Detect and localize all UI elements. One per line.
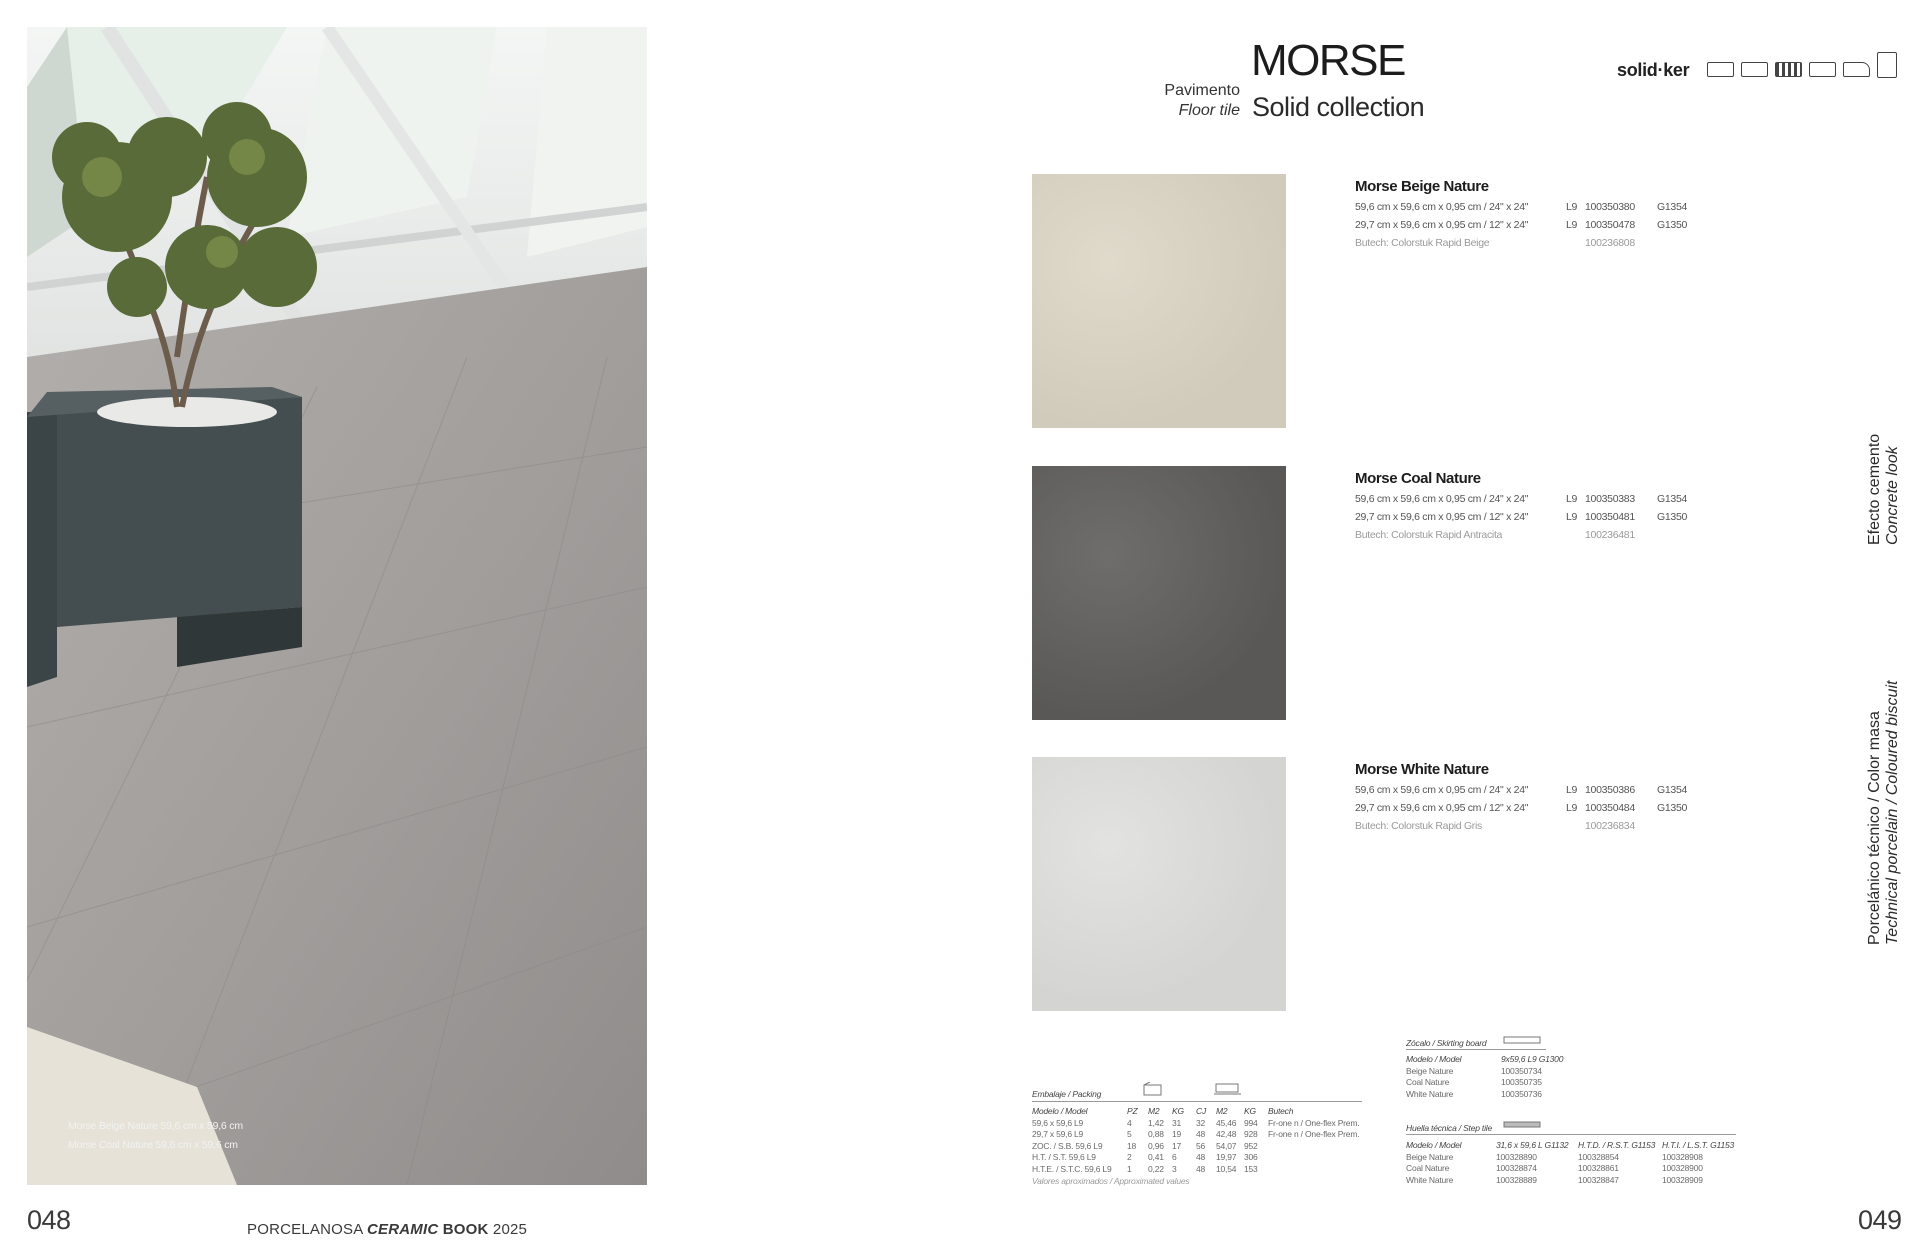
side-text-porcelain xyxy=(1866,681,1902,945)
footer-year: 2025 xyxy=(492,1221,528,1238)
table-cell: 18 xyxy=(1127,1140,1137,1151)
spec-size: 29,7 cm x 59,6 cm x 0,95 cm / 12" x 24" xyxy=(1355,802,1529,814)
table-cell: 100328900 xyxy=(1662,1163,1703,1173)
collection-subtitle: Solid collection xyxy=(1252,92,1425,122)
table-cell: Beige Nature xyxy=(1406,1065,1454,1076)
spec-size: 29,7 cm x 59,6 cm x 0,95 cm / 12" x 24" xyxy=(1355,219,1529,231)
side-text-concrete xyxy=(1866,434,1902,545)
table-header-cell: Butech xyxy=(1268,1106,1294,1116)
spec-l: L9 xyxy=(1566,511,1578,523)
table-cell: 6 xyxy=(1172,1152,1177,1162)
spec-code: 100350380 xyxy=(1585,201,1635,213)
table-header-cell: 9x59,6 L9 G1300 xyxy=(1501,1054,1564,1064)
table-cell: Fr-one n / One-flex Prem. xyxy=(1268,1117,1360,1128)
butech-code: 100236834 xyxy=(1585,820,1635,832)
spec-size: 59,6 cm x 59,6 cm x 0,95 cm / 24" x 24" xyxy=(1355,493,1529,505)
table-cell: 1,42 xyxy=(1148,1117,1164,1128)
table-cell: 2 xyxy=(1127,1152,1132,1162)
table-cell: 0,22 xyxy=(1148,1163,1164,1174)
packing-title: Embalaje / Packing xyxy=(1032,1089,1102,1099)
outdoor-icon xyxy=(1843,62,1870,77)
spec-l: L9 xyxy=(1566,201,1578,213)
table-header-cell: Modelo / Model xyxy=(1406,1054,1462,1064)
table-cell: White Nature xyxy=(1406,1088,1454,1099)
table-cell: ZOC. / S.B. 59,6 L9 xyxy=(1032,1140,1103,1151)
spec-g: G1350 xyxy=(1657,219,1688,231)
table-header-cell: KG xyxy=(1172,1106,1184,1116)
table-cell: Fr-one n / One-flex Prem. xyxy=(1268,1129,1360,1139)
footer-brand: PORCELANOSA xyxy=(247,1221,363,1238)
table-header-cell: 31,6 x 59,6 L G1132 xyxy=(1496,1140,1569,1150)
swatch-beige xyxy=(1032,174,1286,428)
table-cell: 3 xyxy=(1172,1163,1177,1174)
table-cell: 100350736 xyxy=(1501,1088,1542,1099)
table-cell: 42,48 xyxy=(1216,1129,1237,1139)
table-cell: 4 xyxy=(1127,1117,1132,1128)
table-header-cell: CJ xyxy=(1196,1106,1206,1116)
interior-photo xyxy=(27,27,647,1185)
table-cell: 100350734 xyxy=(1501,1065,1542,1076)
spec-l: L9 xyxy=(1566,219,1578,231)
product-name-beige: Morse Beige Nature xyxy=(1355,178,1489,195)
table-cell: H.T.E. / S.T.C. 59,6 L9 xyxy=(1032,1163,1112,1174)
page-number-left: 048 xyxy=(27,1205,71,1235)
butech-code: 100236808 xyxy=(1585,237,1635,249)
product-name-white: Morse White Nature xyxy=(1355,761,1489,778)
table-cell: 306 xyxy=(1244,1152,1258,1162)
spec-l: L9 xyxy=(1566,784,1578,796)
table-cell: 32 xyxy=(1196,1117,1206,1128)
skirting-icon xyxy=(1503,1034,1543,1046)
floor-icon xyxy=(1741,62,1768,77)
table-cell: 952 xyxy=(1244,1140,1258,1151)
swatch-coal xyxy=(1032,466,1286,720)
table-cell: 17 xyxy=(1172,1140,1182,1151)
spec-l: L9 xyxy=(1566,802,1578,814)
rectified-icon xyxy=(1707,62,1734,77)
table-header-cell: M2 xyxy=(1216,1106,1228,1116)
table-header-cell: H.T.I. / L.S.T. G1153 xyxy=(1662,1140,1735,1150)
side-text-concrete-es: Efecto cemento xyxy=(1866,433,1883,545)
table-cell: 100328889 xyxy=(1496,1174,1537,1185)
spec-size: 29,7 cm x 59,6 cm x 0,95 cm / 12" x 24" xyxy=(1355,511,1529,523)
table-cell: 59,6 x 59,6 L9 xyxy=(1032,1117,1084,1128)
photo-caption-2: Morse Coal Nature 59,6 cm x 59,6 cm xyxy=(68,1139,238,1151)
table-cell: 48 xyxy=(1196,1152,1206,1162)
table-cell: Coal Nature xyxy=(1406,1077,1450,1087)
spec-code: 100350484 xyxy=(1585,802,1635,814)
spec-size: 59,6 cm x 59,6 cm x 0,95 cm / 24" x 24" xyxy=(1355,201,1529,213)
table-header-cell: M2 xyxy=(1148,1106,1160,1116)
photo-caption-1: Morse Beige Nature 59,6 cm x 59,6 cm xyxy=(68,1120,243,1132)
page-number-right: 049 xyxy=(1858,1205,1902,1235)
table-cell: 100328854 xyxy=(1578,1151,1619,1162)
label-english: Floor tile xyxy=(1178,102,1240,119)
table-cell: 153 xyxy=(1244,1163,1258,1174)
spec-code: 100350386 xyxy=(1585,784,1635,796)
spec-code: 100350481 xyxy=(1585,511,1635,523)
brand-logo: solid·ker xyxy=(1617,60,1690,80)
thickness-icon xyxy=(1775,62,1802,77)
collection-title: MORSE xyxy=(1251,36,1405,85)
table-cell: 19 xyxy=(1172,1129,1182,1139)
table-cell: 100328847 xyxy=(1578,1174,1619,1185)
table-cell: 48 xyxy=(1196,1163,1206,1174)
table-cell: 54,07 xyxy=(1216,1140,1237,1151)
butech-grout: Butech: Colorstuk Rapid Beige xyxy=(1355,237,1490,249)
table-cell: 19,97 xyxy=(1216,1152,1237,1162)
side-text-porcelain-en: Technical porcelain / Coloured biscuit xyxy=(1884,680,1901,945)
table-cell: 45,46 xyxy=(1216,1117,1237,1128)
spec-g: G1350 xyxy=(1657,802,1688,814)
table-cell: 10,54 xyxy=(1216,1163,1237,1174)
indoor-icon xyxy=(1809,62,1836,77)
table-cell: 100350735 xyxy=(1501,1077,1542,1087)
table-cell: 0,41 xyxy=(1148,1152,1164,1162)
spec-g: G1354 xyxy=(1657,201,1688,213)
skirting-title: Zócalo / Skirting board xyxy=(1406,1038,1487,1048)
table-cell: 100328908 xyxy=(1662,1151,1703,1162)
table-cell: 928 xyxy=(1244,1129,1258,1139)
step-tile-icon xyxy=(1503,1119,1543,1131)
table-cell: 31 xyxy=(1172,1117,1182,1128)
packing-note: Valores aproximados / Approximated values xyxy=(1032,1176,1190,1186)
table-header-cell: Modelo / Model xyxy=(1032,1106,1088,1116)
spec-code: 100350478 xyxy=(1585,219,1635,231)
spec-code: 100350383 xyxy=(1585,493,1635,505)
butech-grout: Butech: Colorstuk Rapid Gris xyxy=(1355,820,1482,832)
table-cell: 0,88 xyxy=(1148,1129,1164,1139)
swatch-white xyxy=(1032,757,1286,1011)
table-cell: 48 xyxy=(1196,1129,1206,1139)
product-name-coal: Morse Coal Nature xyxy=(1355,470,1481,487)
table-cell: Beige Nature xyxy=(1406,1151,1454,1162)
table-cell: H.T. / S.T. 59,6 L9 xyxy=(1032,1152,1096,1162)
table-header-cell: H.T.D. / R.S.T. G1153 xyxy=(1578,1140,1656,1150)
table-cell: 100328909 xyxy=(1662,1174,1703,1185)
table-header-cell: KG xyxy=(1244,1106,1256,1116)
spec-g: G1354 xyxy=(1657,493,1688,505)
srv-icon xyxy=(1877,52,1897,78)
table-cell: 5 xyxy=(1127,1129,1132,1139)
table-cell: 29,7 x 59,6 L9 xyxy=(1032,1129,1084,1139)
spec-g: G1350 xyxy=(1657,511,1688,523)
spec-g: G1354 xyxy=(1657,784,1688,796)
spec-size: 59,6 cm x 59,6 cm x 0,95 cm / 24" x 24" xyxy=(1355,784,1529,796)
table-cell: 1 xyxy=(1127,1163,1132,1174)
table-cell: White Nature xyxy=(1406,1174,1454,1185)
label-spanish: Pavimento xyxy=(1164,82,1240,99)
pallet-icon xyxy=(1213,1082,1243,1096)
spec-l: L9 xyxy=(1566,493,1578,505)
butech-code: 100236481 xyxy=(1585,529,1635,541)
butech-grout: Butech: Colorstuk Rapid Antracita xyxy=(1355,529,1503,541)
table-header-cell: Modelo / Model xyxy=(1406,1140,1462,1150)
footer-ceramic: CERAMIC xyxy=(366,1221,439,1238)
table-cell: 100328874 xyxy=(1496,1163,1537,1173)
footer xyxy=(247,1221,527,1238)
table-cell: Coal Nature xyxy=(1406,1163,1450,1173)
box-icon xyxy=(1142,1082,1164,1096)
table-cell: 100328861 xyxy=(1578,1163,1619,1173)
table-cell: 100328890 xyxy=(1496,1151,1537,1162)
table-cell: 0,96 xyxy=(1148,1140,1164,1151)
footer-book: BOOK xyxy=(442,1221,489,1238)
side-text-porcelain-es: Porcelánico técnico / Color masa xyxy=(1866,711,1883,945)
side-text-concrete-en: Concrete look xyxy=(1884,446,1901,545)
table-header-cell: PZ xyxy=(1127,1106,1138,1116)
table-cell: 56 xyxy=(1196,1140,1206,1151)
step-title: Huella técnica / Step tile xyxy=(1406,1123,1492,1133)
table-cell: 994 xyxy=(1244,1117,1258,1128)
